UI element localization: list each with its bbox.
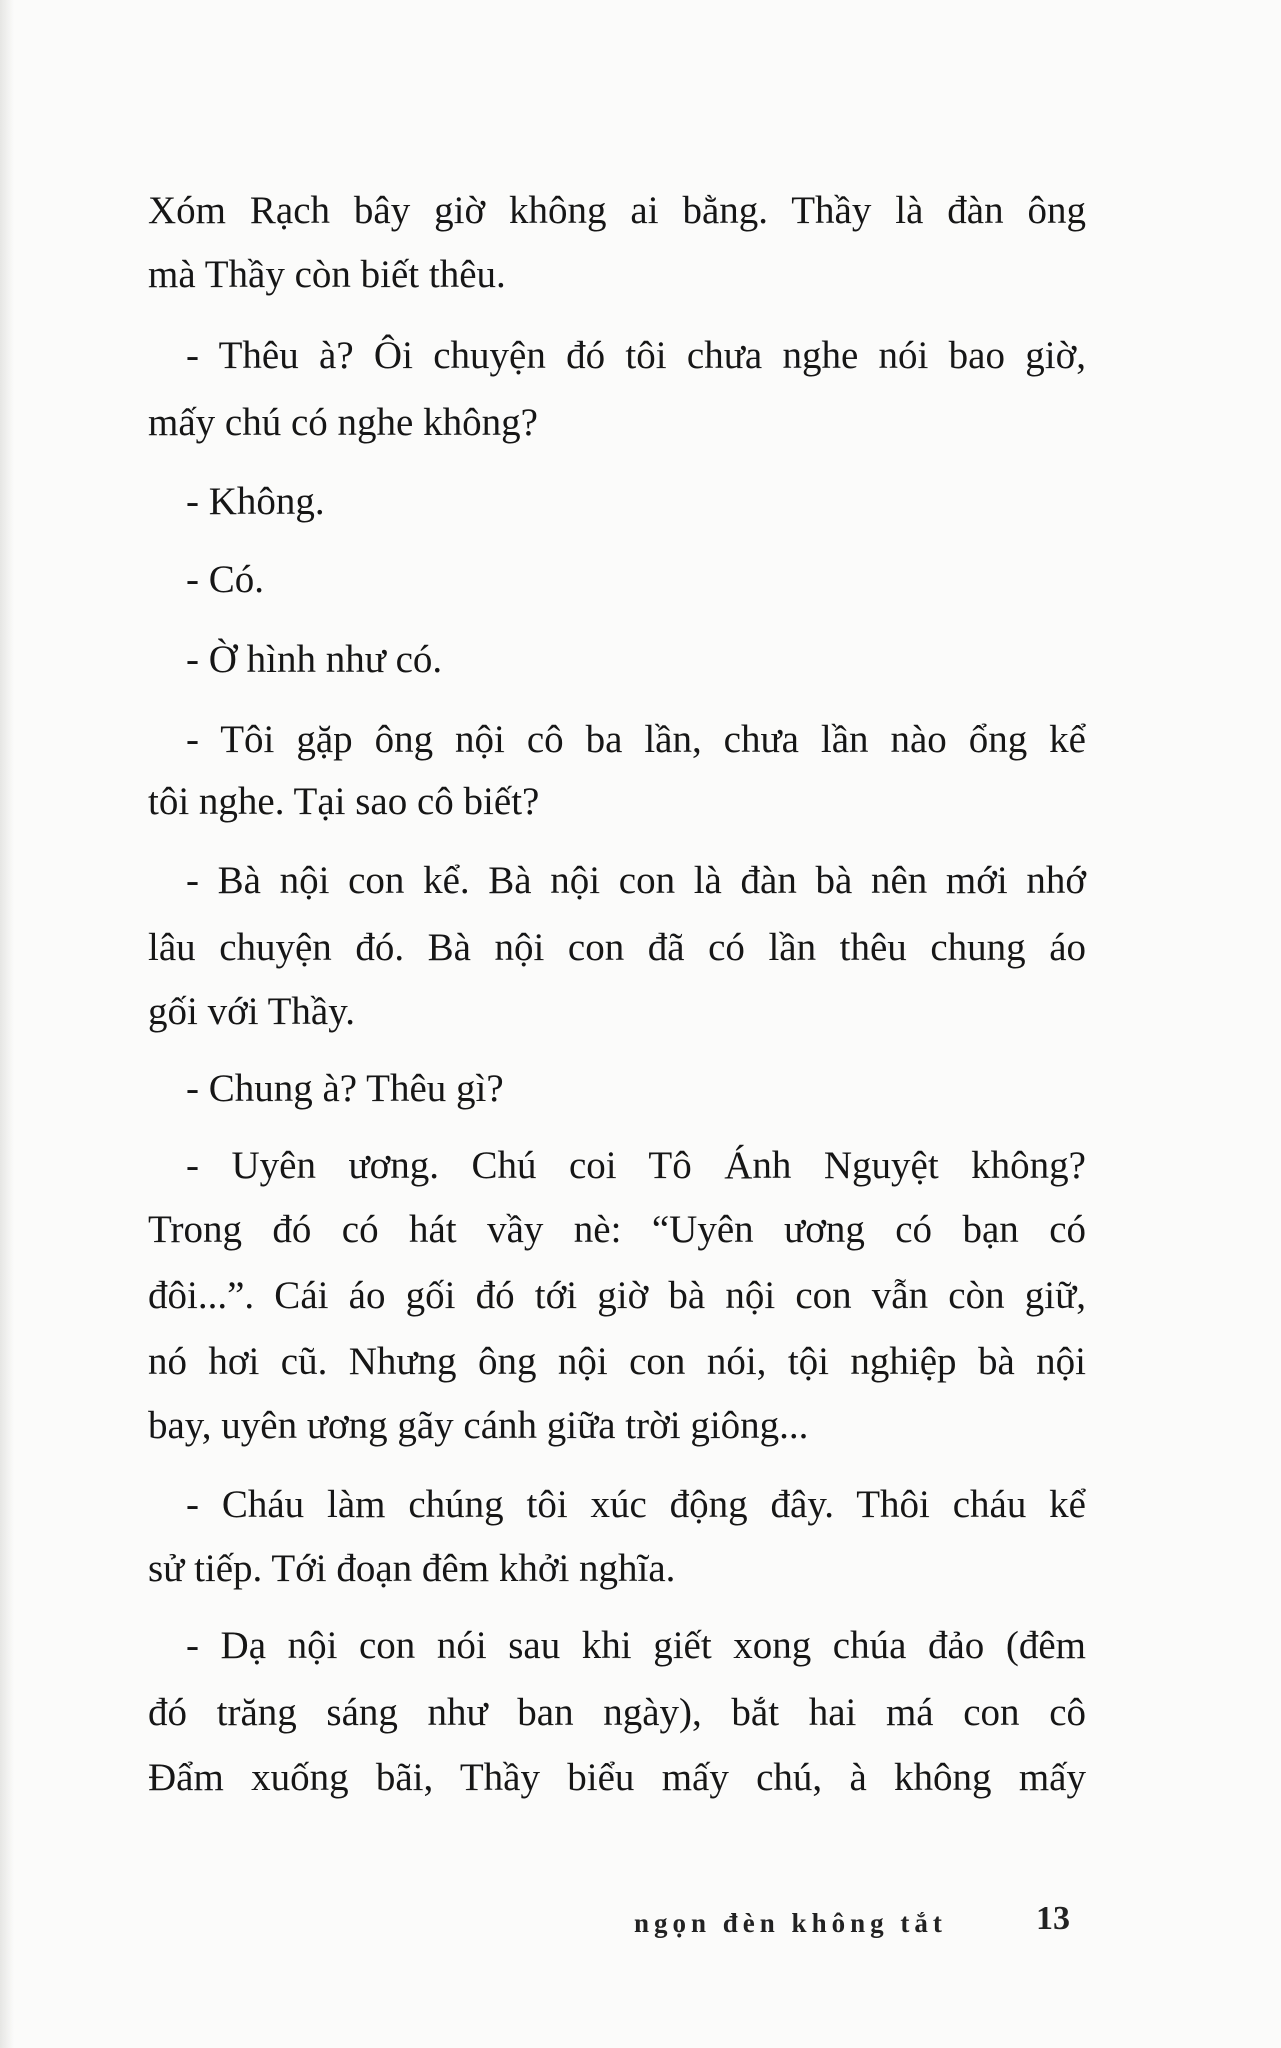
text-line: gối với Thầy. xyxy=(148,990,355,1033)
text-line: - Bà nội con kể. Bà nội con là đàn bà nên mới nhớ xyxy=(186,859,1086,902)
text-line: Đẩm xuống bãi, Thầy biểu mấy chú, à không mấy xyxy=(148,1756,1086,1799)
text-line: bay, uyên ương gãy cánh giữa trời giông... xyxy=(148,1404,809,1447)
text-line: đó trăng sáng như ban ngày), bắt hai má con cô xyxy=(148,1691,1086,1734)
running-footer-book-title: ngọn đèn không tắt xyxy=(634,1908,947,1938)
text-line: mấy chú có nghe không? xyxy=(148,401,538,444)
text-line: Trong đó có hát vầy nè: “Uyên ương có bạn có xyxy=(148,1208,1086,1251)
text-line: đôi...”. Cái áo gối đó tới giờ bà nội con vẫn còn giữ, xyxy=(148,1274,1086,1317)
text-line: Xóm Rạch bây giờ không ai bằng. Thầy là đàn ông xyxy=(148,189,1086,232)
text-line: lâu chuyện đó. Bà nội con đã có lần thêu chung áo xyxy=(148,926,1086,969)
text-line: - Dạ nội con nói sau khi giết xong chúa đảo (đêm xyxy=(186,1624,1086,1667)
text-line: - Có. xyxy=(186,558,264,601)
page-number: 13 xyxy=(1036,1900,1070,1937)
text-line: - Cháu làm chúng tôi xúc động đây. Thôi cháu kể xyxy=(186,1483,1086,1526)
text-line: - Ờ hình như có. xyxy=(186,638,443,681)
text-line: - Uyên ương. Chú coi Tô Ánh Nguyệt không? xyxy=(186,1144,1086,1187)
text-line: - Chung à? Thêu gì? xyxy=(186,1067,504,1110)
text-line: - Tôi gặp ông nội cô ba lần, chưa lần nào ổng kể xyxy=(186,718,1086,761)
text-line: nó hơi cũ. Nhưng ông nội con nói, tội nghiệp bà nội xyxy=(148,1340,1086,1383)
text-line: sử tiếp. Tới đoạn đêm khởi nghĩa. xyxy=(148,1547,676,1590)
text-line: - Thêu à? Ôi chuyện đó tôi chưa nghe nói bao giờ, xyxy=(186,334,1086,377)
text-line: - Không. xyxy=(186,480,325,523)
text-line: mà Thầy còn biết thêu. xyxy=(148,253,506,296)
page-edge-shadow xyxy=(0,0,14,2048)
text-line: tôi nghe. Tại sao cô biết? xyxy=(148,780,540,823)
